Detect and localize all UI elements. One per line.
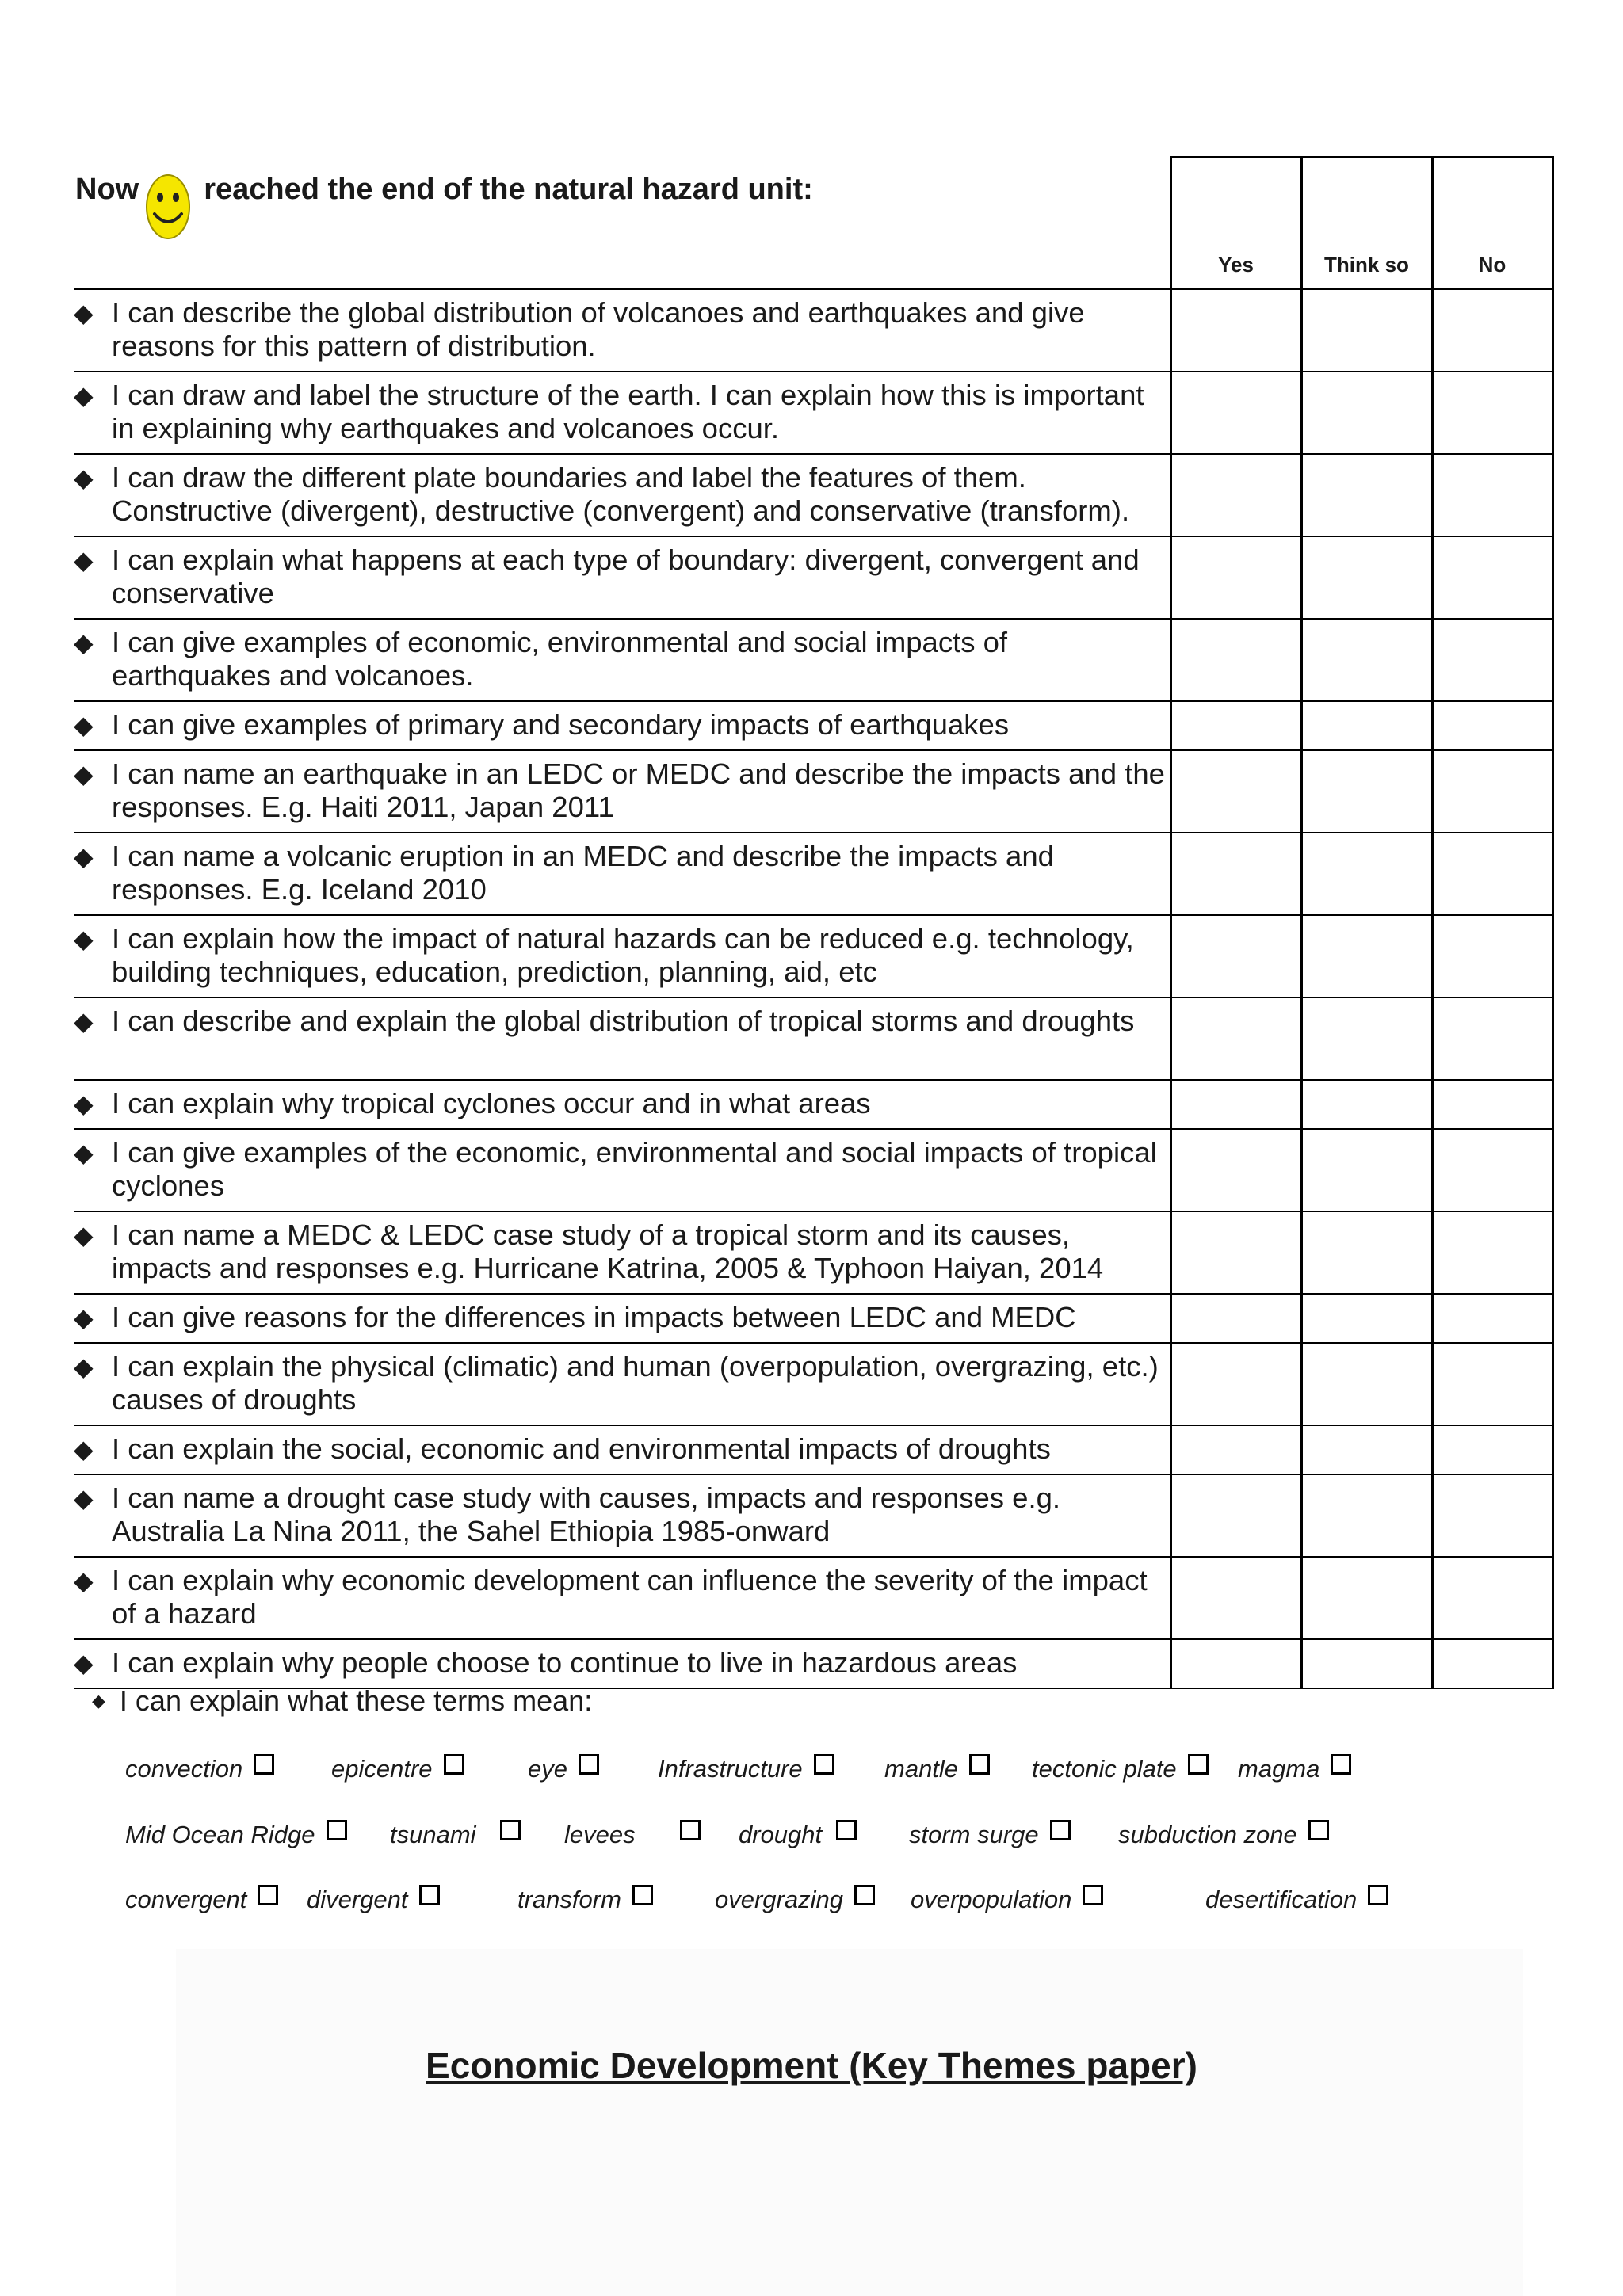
term-label: subduction zone xyxy=(1118,1821,1297,1848)
term-item xyxy=(1032,1755,1209,1783)
checklist-row xyxy=(74,289,1552,372)
statement-cell xyxy=(74,1294,1170,1343)
diamond-bullet-icon: ◆ xyxy=(74,299,94,327)
section-title: Economic Development (Key Themes paper) xyxy=(426,2045,1197,2086)
term-label: desertification xyxy=(1205,1886,1358,1913)
checklist-row xyxy=(74,1557,1552,1639)
term-checkbox[interactable] xyxy=(854,1885,875,1905)
checklist-row xyxy=(74,1474,1552,1557)
response-box-think-so[interactable] xyxy=(1301,289,1432,372)
response-box-think-so[interactable] xyxy=(1301,1211,1432,1294)
statement-cell xyxy=(74,1474,1170,1557)
response-box-no[interactable] xyxy=(1432,372,1552,454)
term-label: overgrazing xyxy=(715,1886,843,1913)
self-assessment-table xyxy=(74,156,1554,1689)
statement-text: I can describe the global distribution of volcanoes and earthquakes and give reasons for this pattern of distribution. xyxy=(112,296,1085,362)
statement-text: I can explain why economic development can influence the severity of the impact of a hazard xyxy=(112,1564,1148,1630)
response-box-no[interactable] xyxy=(1432,701,1552,750)
term-checkbox[interactable] xyxy=(1188,1754,1209,1775)
statement-text: I can describe and explain the global distribution of tropical storms and droughts xyxy=(112,1005,1135,1037)
checklist-row xyxy=(74,1080,1552,1129)
statement-cell xyxy=(74,915,1170,997)
response-box-think-so[interactable] xyxy=(1301,1639,1432,1688)
response-box-think-so[interactable] xyxy=(1301,1129,1432,1211)
statement-cell xyxy=(74,372,1170,454)
checklist-row xyxy=(74,833,1552,915)
response-box-yes[interactable] xyxy=(1170,1129,1301,1211)
term-label: magma xyxy=(1238,1755,1320,1783)
statement-text: I can explain why tropical cyclones occur and in what areas xyxy=(112,1087,871,1119)
statement-text: I can give examples of the economic, environmental and social impacts of tropical cyclones xyxy=(112,1136,1157,1202)
term-item xyxy=(125,1821,347,1849)
response-box-no[interactable] xyxy=(1432,1343,1552,1425)
response-box-yes[interactable] xyxy=(1170,833,1301,915)
statement-text: I can give examples of primary and secondary impacts of earthquakes xyxy=(112,708,1010,741)
term-item xyxy=(564,1821,701,1849)
diamond-bullet-icon: ◆ xyxy=(74,1435,94,1463)
checklist-row xyxy=(74,915,1552,997)
checklist-row xyxy=(74,701,1552,750)
checklist-row xyxy=(74,1294,1552,1343)
statement-text: I can draw and label the structure of the earth. I can explain how this is important in explaining why earthquakes and volcanoes occur. xyxy=(112,379,1144,444)
statement-text: I can explain the physical (climatic) and human (overpopulation, overgrazing, etc.) causes of droughts xyxy=(112,1350,1159,1416)
response-box-no[interactable] xyxy=(1432,1080,1552,1129)
title-after: reached the end of the natural hazard unit: xyxy=(204,173,813,206)
response-box-no[interactable] xyxy=(1432,997,1552,1080)
term-item xyxy=(125,1886,278,1914)
diamond-bullet-icon: ◆ xyxy=(74,1007,94,1035)
response-box-no[interactable] xyxy=(1432,454,1552,536)
response-box-yes[interactable] xyxy=(1170,454,1301,536)
response-box-yes[interactable] xyxy=(1170,536,1301,619)
statement-cell xyxy=(74,701,1170,750)
response-box-think-so[interactable] xyxy=(1301,454,1432,536)
term-item xyxy=(1118,1821,1329,1849)
statement-text: I can name a drought case study with causes, impacts and responses e.g. Australia La Nina 2011, the Sahel Ethiopia 1985-onward xyxy=(112,1482,1061,1547)
diamond-bullet-icon: ◆ xyxy=(74,711,94,739)
response-box-no[interactable] xyxy=(1432,915,1552,997)
statement-cell xyxy=(74,1557,1170,1639)
term-checkbox[interactable] xyxy=(327,1820,347,1840)
checklist-row xyxy=(74,1425,1552,1474)
term-checkbox[interactable] xyxy=(579,1754,599,1775)
response-box-yes[interactable] xyxy=(1170,997,1301,1080)
diamond-bullet-icon: ◆ xyxy=(74,1484,94,1512)
response-box-yes[interactable] xyxy=(1170,619,1301,701)
term-label: levees xyxy=(564,1821,636,1848)
term-checkbox[interactable] xyxy=(1331,1754,1351,1775)
checklist-row xyxy=(74,750,1552,833)
statement-text: I can give examples of economic, environmental and social impacts of earthquakes and volcanoes. xyxy=(112,626,1008,692)
diamond-bullet-icon: ◆ xyxy=(74,1089,94,1118)
term-checkbox[interactable] xyxy=(969,1754,990,1775)
response-box-no[interactable] xyxy=(1432,1639,1552,1688)
response-box-no[interactable] xyxy=(1432,1211,1552,1294)
diamond-bullet-icon: ◆ xyxy=(74,842,94,871)
term-item xyxy=(911,1886,1103,1914)
diamond-bullet-icon: ◆ xyxy=(74,381,94,410)
term-label: divergent xyxy=(307,1886,408,1913)
response-box-yes[interactable] xyxy=(1170,701,1301,750)
checklist-row xyxy=(74,454,1552,536)
response-box-think-so[interactable] xyxy=(1301,1343,1432,1425)
statement-text: I can explain why people choose to continue to live in hazardous areas xyxy=(112,1646,1018,1679)
statement-cell xyxy=(74,1425,1170,1474)
response-box-no[interactable] xyxy=(1432,833,1552,915)
statement-text: I can draw the different plate boundaries and label the features of them. Constructive (divergent), destructive (convergent) and conservative (transform). xyxy=(112,461,1130,527)
term-item xyxy=(517,1886,653,1914)
checklist-row xyxy=(74,619,1552,701)
response-box-no[interactable] xyxy=(1432,1557,1552,1639)
statement-text: I can explain the social, economic and environmental impacts of droughts xyxy=(112,1432,1051,1465)
checklist-row xyxy=(74,1129,1552,1211)
checklist-row xyxy=(74,372,1552,454)
header-row xyxy=(74,158,1552,290)
column-header-yes: Yes xyxy=(1170,158,1301,290)
response-box-think-so[interactable] xyxy=(1301,997,1432,1080)
diamond-bullet-icon: ◆ xyxy=(74,628,94,657)
statement-text: I can give reasons for the differences in impacts between LEDC and MEDC xyxy=(112,1301,1076,1333)
response-box-yes[interactable] xyxy=(1170,1425,1301,1474)
response-box-no[interactable] xyxy=(1432,289,1552,372)
term-label: transform xyxy=(517,1886,621,1913)
term-checkbox[interactable] xyxy=(814,1754,834,1775)
response-box-think-so[interactable] xyxy=(1301,833,1432,915)
statement-cell xyxy=(74,1343,1170,1425)
response-box-no[interactable] xyxy=(1432,1294,1552,1343)
term-label: convection xyxy=(125,1755,243,1783)
response-box-no[interactable] xyxy=(1432,750,1552,833)
term-label: drought xyxy=(739,1821,823,1848)
term-item xyxy=(390,1821,521,1849)
response-box-think-so[interactable] xyxy=(1301,1425,1432,1474)
term-item xyxy=(528,1755,599,1783)
response-box-yes[interactable] xyxy=(1170,750,1301,833)
statement-text: I can name a MEDC & LEDC case study of a tropical storm and its causes, impacts and responses e.g. Hurricane Katrina, 2005 & Typhoon Haiyan, 2014 xyxy=(112,1219,1104,1284)
response-box-no[interactable] xyxy=(1432,1425,1552,1474)
statement-cell xyxy=(74,619,1170,701)
term-checkbox[interactable] xyxy=(254,1754,274,1775)
term-checkbox[interactable] xyxy=(680,1820,701,1840)
term-label: tectonic plate xyxy=(1032,1755,1177,1783)
term-item xyxy=(331,1755,464,1783)
response-box-yes[interactable] xyxy=(1170,372,1301,454)
response-box-no[interactable] xyxy=(1432,1474,1552,1557)
checklist-row xyxy=(74,1211,1552,1294)
diamond-bullet-icon: ◆ xyxy=(74,760,94,788)
diamond-bullet-icon: ◆ xyxy=(74,1221,94,1249)
response-box-no[interactable] xyxy=(1432,1129,1552,1211)
term-label: Mid Ocean Ridge xyxy=(125,1821,315,1848)
term-item xyxy=(909,1821,1071,1849)
statement-cell xyxy=(74,1080,1170,1129)
terms-heading-text: I can explain what these terms mean: xyxy=(119,1684,593,1717)
response-box-think-so[interactable] xyxy=(1301,1080,1432,1129)
term-checkbox[interactable] xyxy=(632,1885,653,1905)
checklist-row xyxy=(74,536,1552,619)
response-box-yes[interactable] xyxy=(1170,1294,1301,1343)
statement-cell xyxy=(74,833,1170,915)
diamond-bullet-icon: ◆ xyxy=(74,1566,94,1595)
statement-cell xyxy=(74,750,1170,833)
diamond-bullet-icon: ◆ xyxy=(74,1138,94,1167)
response-box-think-so[interactable] xyxy=(1301,1557,1432,1639)
term-label: storm surge xyxy=(909,1821,1039,1848)
response-box-yes[interactable] xyxy=(1170,915,1301,997)
statement-cell xyxy=(74,997,1170,1080)
checklist-row xyxy=(74,1343,1552,1425)
term-label: mantle xyxy=(884,1755,959,1783)
statement-cell xyxy=(74,1639,1170,1688)
term-item xyxy=(307,1886,440,1914)
term-checkbox[interactable] xyxy=(1308,1820,1329,1840)
response-box-yes[interactable] xyxy=(1170,1211,1301,1294)
statement-cell xyxy=(74,454,1170,536)
response-box-think-so[interactable] xyxy=(1301,915,1432,997)
term-item xyxy=(884,1755,990,1783)
statement-text: I can explain how the impact of natural hazards can be reduced e.g. technology, building techniques, education, prediction, planning, aid, etc xyxy=(112,922,1134,988)
term-checkbox[interactable] xyxy=(836,1820,857,1840)
response-box-yes[interactable] xyxy=(1170,1343,1301,1425)
response-box-think-so[interactable] xyxy=(1301,536,1432,619)
term-item xyxy=(1205,1886,1388,1914)
diamond-bullet-icon: ◆ xyxy=(74,925,94,953)
term-label: eye xyxy=(528,1755,567,1783)
term-item xyxy=(715,1886,875,1914)
statement-text: I can explain what happens at each type of boundary: divergent, convergent and conservative xyxy=(112,543,1140,609)
diamond-bullet-icon: ◆ xyxy=(74,546,94,574)
statement-text: I can name an earthquake in an LEDC or MEDC and describe the impacts and the responses. E.g. Haiti 2011, Japan 2011 xyxy=(112,757,1165,823)
bullet-icon: ◆ xyxy=(92,1691,105,1711)
page-shade xyxy=(176,1949,1523,2296)
term-item xyxy=(1238,1755,1351,1783)
response-box-think-so[interactable] xyxy=(1301,619,1432,701)
statement-cell xyxy=(74,1129,1170,1211)
terms-heading xyxy=(92,1684,592,1718)
response-box-think-so[interactable] xyxy=(1301,750,1432,833)
response-box-yes[interactable] xyxy=(1170,1639,1301,1688)
response-box-no[interactable] xyxy=(1432,619,1552,701)
header-spacer xyxy=(74,158,1170,290)
response-box-think-so[interactable] xyxy=(1301,1474,1432,1557)
term-label: Infrastructure xyxy=(658,1755,803,1783)
diamond-bullet-icon: ◆ xyxy=(74,463,94,492)
statement-cell xyxy=(74,536,1170,619)
column-header-no: No xyxy=(1432,158,1552,290)
title-before: Now xyxy=(75,173,139,206)
checklist-row xyxy=(74,997,1552,1080)
term-item xyxy=(739,1821,857,1849)
term-checkbox[interactable] xyxy=(419,1885,440,1905)
term-checkbox[interactable] xyxy=(1083,1885,1103,1905)
term-label: tsunami xyxy=(390,1821,476,1848)
term-checkbox[interactable] xyxy=(1368,1885,1388,1905)
term-label: convergent xyxy=(125,1886,247,1913)
term-item xyxy=(125,1755,274,1783)
term-checkbox[interactable] xyxy=(444,1754,464,1775)
statement-text: I can name a volcanic eruption in an MEDC and describe the impacts and responses. E.g. Iceland 2010 xyxy=(112,840,1054,906)
checklist-row xyxy=(74,1639,1552,1688)
response-box-think-so[interactable] xyxy=(1301,1294,1432,1343)
term-item xyxy=(658,1755,834,1783)
term-label: overpopulation xyxy=(911,1886,1072,1913)
diamond-bullet-icon: ◆ xyxy=(74,1649,94,1677)
term-checkbox[interactable] xyxy=(1050,1820,1071,1840)
response-box-yes[interactable] xyxy=(1170,289,1301,372)
response-box-think-so[interactable] xyxy=(1301,372,1432,454)
response-box-think-so[interactable] xyxy=(1301,701,1432,750)
term-checkbox[interactable] xyxy=(258,1885,278,1905)
statement-cell xyxy=(74,289,1170,372)
response-box-yes[interactable] xyxy=(1170,1557,1301,1639)
response-box-yes[interactable] xyxy=(1170,1474,1301,1557)
diamond-bullet-icon: ◆ xyxy=(74,1303,94,1332)
statement-cell xyxy=(74,1211,1170,1294)
response-box-yes[interactable] xyxy=(1170,1080,1301,1129)
term-checkbox[interactable] xyxy=(500,1820,521,1840)
diamond-bullet-icon: ◆ xyxy=(74,1352,94,1381)
response-box-no[interactable] xyxy=(1432,536,1552,619)
column-header-think-so: Think so xyxy=(1301,158,1432,290)
term-label: epicentre xyxy=(331,1755,433,1783)
